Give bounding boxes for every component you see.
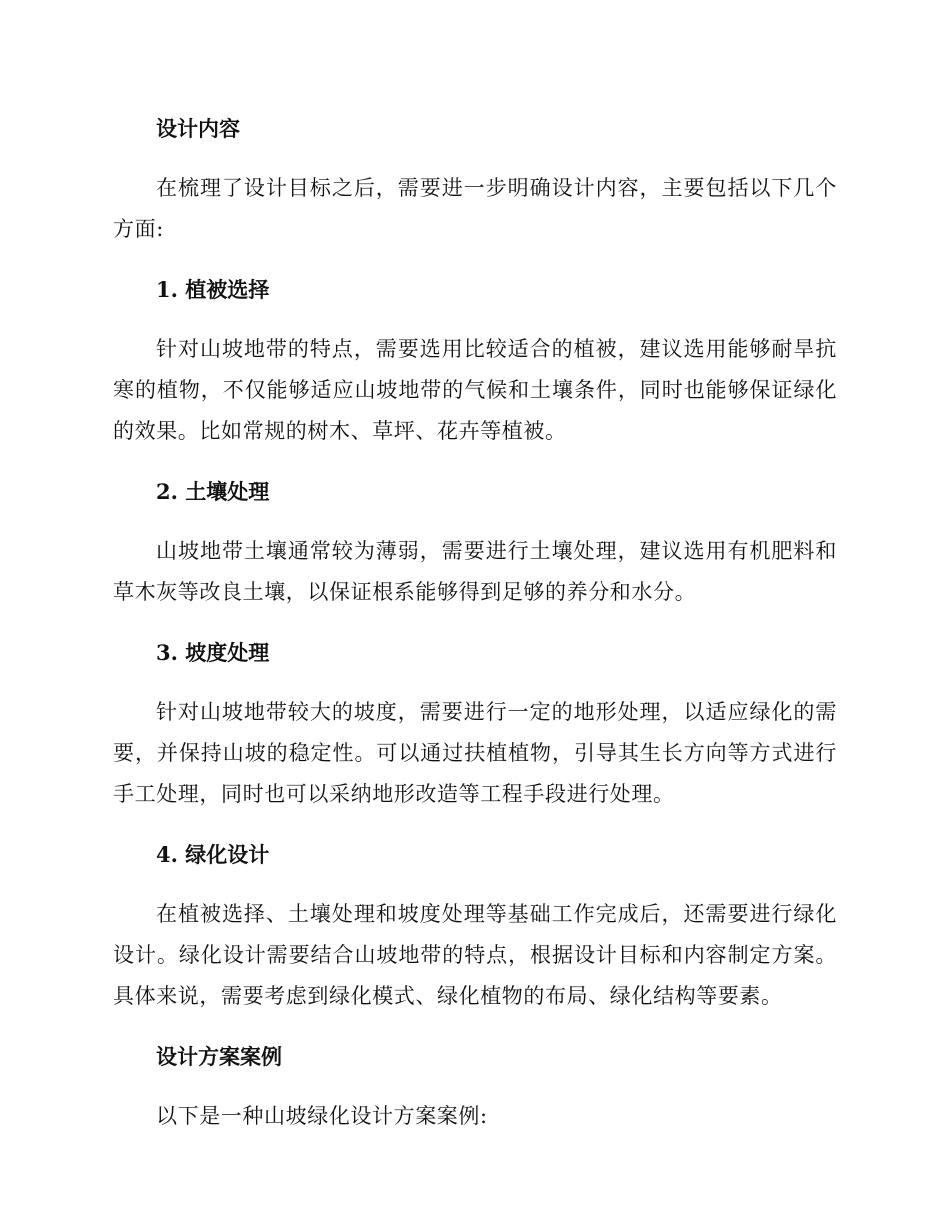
document-body xyxy=(113,108,837,1156)
paragraph-soil-treatment: 山坡地带土壤通常较为薄弱，需要进行土壤处理，建议选用有机肥料和草木灰等改良土壤，以保证根系能够得到足够的养分和水分。 xyxy=(113,539,837,604)
subheading-vegetation-selection: 1. 植被选择 xyxy=(156,277,270,302)
paragraph-greening-design: 在植被选择、土壤处理和坡度处理等基础工作完成后，还需要进行绿化设计。绿化设计需要结合山坡地带的特点，根据设计目标和内容制定方案。具体来说，需要考虑到绿化模式、绿化植物的布局、绿化结构等要素。 xyxy=(113,902,837,1008)
section-heading-design-content: 设计内容 xyxy=(156,116,240,141)
intro-paragraph: 在梳理了设计目标之后，需要进一步明确设计内容，主要包括以下几个方面: xyxy=(113,176,837,241)
subheading-soil-treatment: 2. 土壤处理 xyxy=(156,479,270,504)
paragraph-vegetation-selection: 针对山坡地带的特点，需要选用比较适合的植被，建议选用能够耐旱抗寒的植物，不仅能够适应山坡地带的气候和土壤条件，同时也能够保证绿化的效果。比如常规的树木、草坪、花卉等植被。 xyxy=(113,337,837,443)
subheading-slope-treatment: 3. 坡度处理 xyxy=(156,640,270,665)
subheading-greening-design: 4. 绿化设计 xyxy=(156,842,270,867)
paragraph-slope-treatment: 针对山坡地带较大的坡度，需要进行一定的地形处理，以适应绿化的需要，并保持山坡的稳定性。可以通过扶植植物，引导其生长方向等方式进行手工处理，同时也可以采纳地形改造等工程手段进行处理。 xyxy=(113,700,837,806)
section-heading-design-case: 设计方案案例 xyxy=(156,1044,282,1069)
paragraph-design-case: 以下是一种山坡绿化设计方案案例: xyxy=(156,1104,488,1128)
